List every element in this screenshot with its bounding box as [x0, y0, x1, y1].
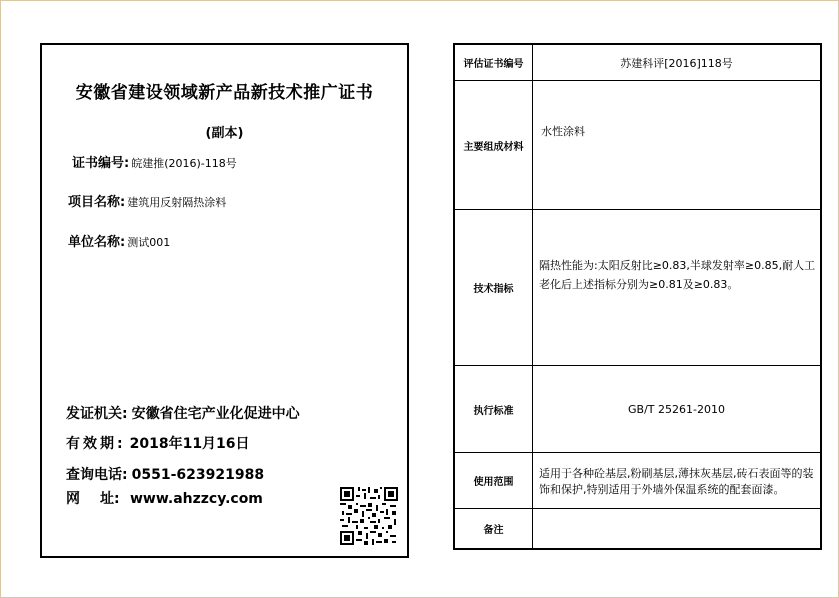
unit-name-label: 单位名称:: [68, 235, 126, 250]
row-header: 评估证书编号: [455, 45, 533, 80]
project-name-label: 项目名称:: [68, 195, 126, 210]
info-table: [453, 43, 822, 550]
row-value: 隔热性能为:太阳反射比≥0.83,半球发射率≥0.85,耐人工老化后上述指标分别为≥0.81及≥0.83。: [539, 259, 816, 291]
website-label: [66, 488, 126, 508]
certificate-title: 安徽省建设领域新产品新技术推广证书: [75, 83, 374, 103]
row-value: [533, 509, 820, 548]
copy-label: (副本): [205, 126, 244, 141]
phone-value: 0551-623921988: [131, 467, 265, 483]
project-name-value: 建筑用反射隔热涂料: [127, 196, 227, 209]
table-row: [455, 45, 820, 81]
phone-row: [66, 464, 264, 484]
row-value: GB/T 25261-2010: [628, 402, 725, 416]
website-value[interactable]: www.ahzzcy.com: [130, 491, 263, 507]
issuer-value: 安徽省住宅产业化促进中心: [131, 406, 300, 422]
website-label-part1: 网: [66, 491, 80, 507]
cert-number-value: 皖建推(2016)-118号: [131, 157, 237, 170]
row-value: 适用于各种砼基层,粉刷基层,薄抹灰基层,砖石表面等的装饰和保护,特别适用于外墙外保温系统的配套面漆。: [539, 467, 814, 496]
row-value: 水性涂料: [541, 125, 585, 138]
certificate-card: [40, 43, 409, 558]
website-row: [66, 488, 263, 508]
validity-label: 有效期:: [66, 436, 126, 452]
table-row: [455, 366, 820, 453]
validity-row: [66, 433, 250, 453]
row-value: 苏建科评[2016]118号: [620, 56, 733, 70]
cert-number-row: [72, 152, 237, 171]
table-row: [455, 210, 820, 366]
row-header: 执行标准: [455, 366, 533, 452]
phone-label: 查询电话:: [66, 467, 128, 483]
validity-value: 2018年11月16日: [129, 436, 250, 452]
table-row: [455, 81, 820, 210]
unit-name-value: 测试001: [127, 236, 171, 249]
row-header: 使用范围: [455, 453, 533, 508]
table-row: [455, 509, 820, 548]
issuer-label: 发证机关:: [66, 406, 128, 422]
row-header: 主要组成材料: [455, 81, 533, 209]
issuer-row: [66, 403, 300, 423]
row-header: 技术指标: [455, 210, 533, 365]
website-label-part2: 址:: [100, 491, 120, 507]
qr-code-icon: [340, 487, 398, 545]
cert-number-label: 证书编号:: [72, 156, 130, 171]
table-row: [455, 453, 820, 509]
project-name-row: [68, 191, 226, 210]
row-header: 备注: [455, 509, 533, 548]
unit-name-row: [68, 231, 170, 250]
